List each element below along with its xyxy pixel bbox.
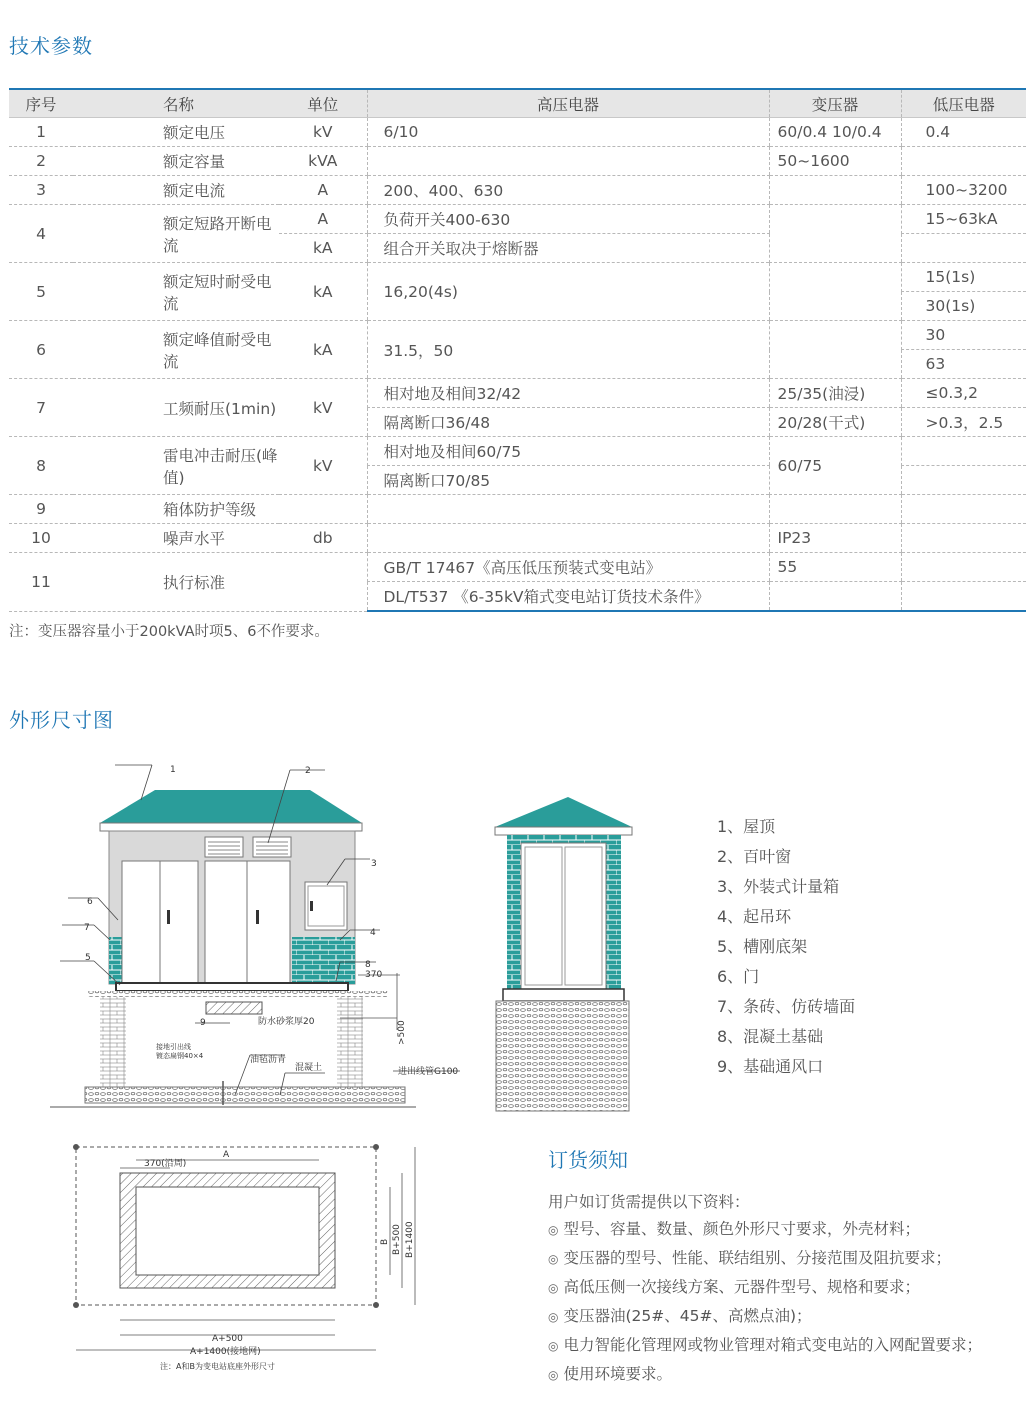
cell-lv: 0.4 (901, 118, 1026, 147)
list-item: 1、屋顶 (717, 817, 776, 836)
plan-370-label: 370(沿周) (144, 1159, 187, 1169)
list-item: 8、混凝土基础 (717, 1027, 824, 1046)
cell-hv (367, 147, 769, 176)
header-name: 名称 (73, 89, 279, 118)
bullet-icon: ◎ (548, 1368, 559, 1382)
component-legend (717, 815, 855, 1085)
list-item: 4、起吊环 (717, 907, 792, 926)
cell-tr: 60/0.4 10/0.4 (769, 118, 901, 147)
cell-hv (367, 495, 769, 524)
table-row (9, 176, 1026, 205)
table-row (9, 147, 1026, 176)
callout-4: 4 (370, 928, 376, 938)
cell-name: 额定容量 (73, 147, 279, 176)
cell-hv: 隔离断口36/48 (367, 408, 769, 437)
cell-hv (367, 524, 769, 553)
cell-unit: A (279, 205, 367, 234)
brick-wall-right (292, 937, 355, 984)
cell-lv: 30 (901, 321, 1026, 350)
roof-eave (100, 823, 362, 831)
cell-hv: 6/10 (367, 118, 769, 147)
cell-no: 7 (9, 379, 73, 437)
header-tr: 变压器 (769, 89, 901, 118)
plan-note: 注：A和B为变电站底座外形尺寸 (160, 1362, 275, 1371)
list-item (548, 1305, 982, 1334)
tech-params-title: 技术参数 (9, 34, 93, 58)
cell-unit: kA (279, 263, 367, 321)
cell-unit: kA (279, 234, 367, 263)
waterproof-label: 防水砂浆厚20 (258, 1017, 315, 1027)
header-hv: 高压电器 (367, 89, 769, 118)
side-foundation (496, 1001, 629, 1111)
cell-unit: kV (279, 437, 367, 495)
cell-hv: 31.5，50 (367, 321, 769, 379)
cell-hv: 16,20(4s) (367, 263, 769, 321)
list-item-text: 高低压侧一次接线方案、元器件型号、规格和要求； (563, 1278, 920, 1296)
plan-b1400-label: B+1400 (405, 1221, 415, 1258)
table-row (9, 524, 1026, 553)
bullet-icon: ◎ (548, 1252, 559, 1266)
cell-tr: 25/35(油浸) (769, 379, 901, 408)
vent (206, 1002, 262, 1014)
cell-hv: 负荷开关400-630 (367, 205, 769, 234)
plan-a500-label: A+500 (212, 1334, 243, 1344)
list-item-text: 电力智能化管理网或物业管理对箱式变电站的入网配置要求； (563, 1336, 982, 1354)
cell-name: 执行标准 (73, 553, 279, 612)
bullet-icon: ◎ (548, 1310, 559, 1324)
cell-hv: DL/T537 《6-35kV箱式变电站订货技术条件》 (367, 582, 769, 612)
list-item: 9、基础通风口 (717, 1057, 824, 1076)
order-requirements-list (548, 1218, 982, 1392)
list-item-text: 使用环境要求。 (563, 1365, 672, 1383)
table-row (9, 263, 1026, 292)
table-row (9, 205, 1026, 234)
callout-8: 8 (365, 960, 371, 970)
callout-1: 1 (170, 765, 176, 775)
order-notice-intro: 用户如订货需提供以下资料： (548, 1193, 750, 1211)
cell-lv: ≤0.3,2 (901, 379, 1026, 408)
ground-slab (85, 1087, 405, 1103)
bullet-icon: ◎ (548, 1281, 559, 1295)
table-row (9, 321, 1026, 350)
cell-lv (901, 553, 1026, 582)
cell-tr: IP23 (769, 524, 901, 553)
cell-name: 工频耐压(1min) (73, 379, 279, 437)
table-note: 注：变压器容量小于200kVA时项5、6不作要求。 (9, 624, 329, 640)
cell-tr (769, 582, 901, 612)
cell-unit (279, 553, 367, 612)
cell-tr: 60/75 (769, 437, 901, 495)
callout-5: 5 (85, 953, 91, 963)
header-unit: 单位 (279, 89, 367, 118)
list-item (548, 1247, 982, 1276)
cell-tr: 50~1600 (769, 147, 901, 176)
side-roof (495, 797, 632, 827)
cell-lv (901, 524, 1026, 553)
cell-name: 额定电流 (73, 176, 279, 205)
cell-lv: 30(1s) (901, 292, 1026, 321)
table-row (9, 553, 1026, 582)
cell-hv: GB/T 17467《高压低压预装式变电站》 (367, 553, 769, 582)
cell-unit (279, 495, 367, 524)
list-item-text: 变压器的型号、性能、联结组别、分接范围及阻抗要求； (563, 1249, 951, 1267)
list-item (548, 1334, 982, 1363)
cell-name: 额定电压 (73, 118, 279, 147)
table-row (9, 379, 1026, 408)
cell-no: 1 (9, 118, 73, 147)
list-item (548, 1363, 982, 1392)
cell-lv: 63 (901, 350, 1026, 379)
list-item: 7、条砖、仿砖墙面 (717, 997, 856, 1016)
cell-lv: 15(1s) (901, 263, 1026, 292)
cell-hv: 相对地及相间32/42 (367, 379, 769, 408)
cell-tr: 55 (769, 553, 901, 582)
asphalt-label: 油毡沥青 (250, 1055, 287, 1065)
list-item: 5、槽刚底架 (717, 937, 808, 956)
header-no: 序号 (9, 89, 73, 118)
plan-b500-label: B+500 (392, 1224, 402, 1255)
table-header-row (9, 89, 1026, 118)
cell-hv: 隔离断口70/85 (367, 466, 769, 495)
cell-unit: A (279, 176, 367, 205)
cell-unit: kV (279, 118, 367, 147)
cell-unit: kVA (279, 147, 367, 176)
cell-no: 9 (9, 495, 73, 524)
side-elevation (495, 797, 632, 1111)
foundation-left (100, 997, 126, 1087)
cell-tr (769, 263, 901, 321)
cell-tr (769, 321, 901, 379)
cell-no: 2 (9, 147, 73, 176)
cell-name: 噪声水平 (73, 524, 279, 553)
cell-tr (769, 495, 901, 524)
callout-3: 3 (371, 859, 377, 869)
header-lv: 低压电器 (901, 89, 1026, 118)
foundation-right (337, 997, 363, 1087)
bullet-icon: ◎ (548, 1223, 559, 1237)
cell-name: 雷电冲击耐压(峰值) (73, 437, 279, 495)
gt500-label: >500 (397, 1020, 407, 1045)
concrete-label: 混凝土 (295, 1063, 323, 1073)
cell-unit: kA (279, 321, 367, 379)
dim-370: 370 (365, 970, 383, 980)
cell-name: 额定峰值耐受电流 (73, 321, 279, 379)
cell-no: 11 (9, 553, 73, 612)
list-item (548, 1276, 982, 1305)
cell-no: 4 (9, 205, 73, 263)
channel-base (116, 983, 348, 991)
callout-9: 9 (200, 1018, 206, 1028)
cell-lv: 100~3200 (901, 176, 1026, 205)
cell-lv: 15~63kA (901, 205, 1026, 234)
cell-hv: 200、400、630 (367, 176, 769, 205)
ground-line2-label: 镀态扁钢40×4 (156, 1052, 204, 1060)
cell-no: 10 (9, 524, 73, 553)
dimension-drawing-title: 外形尺寸图 (9, 708, 114, 732)
list-item-text: 型号、容量、数量、颜色外形尺寸要求，外壳材料； (563, 1220, 920, 1238)
cell-hv: 相对地及相间60/75 (367, 437, 769, 466)
cell-unit: kV (279, 379, 367, 437)
order-notice-title: 订货须知 (548, 1148, 628, 1172)
roof (100, 790, 362, 823)
callout-2: 2 (305, 766, 311, 776)
bullet-icon: ◎ (548, 1339, 559, 1353)
cell-no: 8 (9, 437, 73, 495)
spec-table (9, 88, 1026, 612)
cell-name: 额定短路开断电流 (73, 205, 279, 263)
cable-pipe-label: 进出线管G100 (398, 1067, 459, 1077)
cell-no: 6 (9, 321, 73, 379)
cell-name: 额定短时耐受电流 (73, 263, 279, 321)
cell-name: 箱体防护等级 (73, 495, 279, 524)
list-item: 2、百叶窗 (717, 847, 792, 866)
list-item: 6、门 (717, 967, 760, 986)
list-item: 3、外装式计量箱 (717, 877, 840, 896)
cell-tr (769, 205, 901, 263)
list-item (548, 1218, 982, 1247)
table-row (9, 118, 1026, 147)
cell-no: 5 (9, 263, 73, 321)
plan-base-inner (136, 1187, 319, 1275)
callout-7: 7 (84, 923, 90, 933)
cell-lv (901, 466, 1026, 495)
table-row (9, 495, 1026, 524)
plan-view (73, 1144, 415, 1371)
cell-lv (901, 234, 1026, 263)
front-elevation (50, 765, 460, 1107)
cell-lv (901, 147, 1026, 176)
cell-tr (769, 176, 901, 205)
cell-lv: >0.3，2.5 (901, 408, 1026, 437)
table-row (9, 437, 1026, 466)
cell-lv (901, 582, 1026, 612)
plan-a1400-label: A+1400(接地网) (190, 1347, 261, 1357)
list-item-text: 变压器油(25#、45#、高燃点油)； (563, 1307, 812, 1325)
cell-lv (901, 437, 1026, 466)
plan-a-label: A (223, 1150, 230, 1160)
cell-lv (901, 495, 1026, 524)
cell-unit: db (279, 524, 367, 553)
cell-hv: 组合开关取决于熔断器 (367, 234, 769, 263)
plan-b-label: B (380, 1238, 390, 1245)
callout-6: 6 (87, 897, 93, 907)
cell-tr: 20/28(干式) (769, 408, 901, 437)
cell-no: 3 (9, 176, 73, 205)
ground-line1-label: 接地引出线 (156, 1043, 191, 1051)
